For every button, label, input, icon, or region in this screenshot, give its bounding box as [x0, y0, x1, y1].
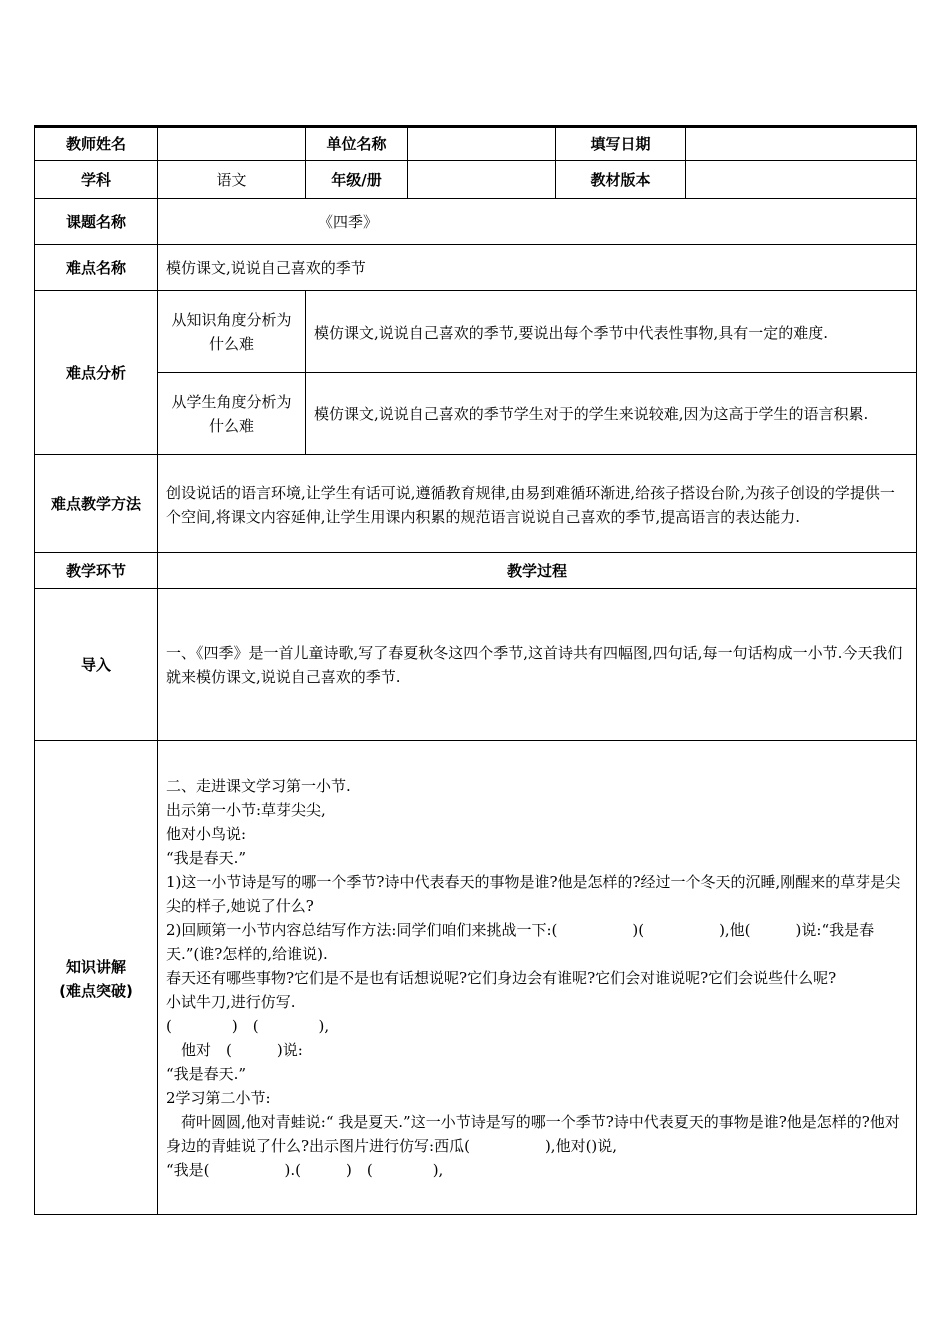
- topic-row: [35, 199, 917, 245]
- content-line: 荷叶圆圆,他对青蛙说:“ 我是夏天.”这一小节诗是写的哪一个季节?诗中代表夏天的事物是谁?他是怎样的?他对身边的青蛙说了什么?出示图片进行仿写:西瓜( ),他对()说,: [166, 1113, 900, 1155]
- content-line: 出示第一小节:草芽尖尖,: [166, 801, 326, 819]
- knowledge-angle-label: 从知识角度分析为什么难: [158, 291, 306, 373]
- content-line: 2学习第二小节:: [166, 1089, 271, 1107]
- content-line: 1)这一小节诗是写的哪一个季节?诗中代表春天的事物是谁?他是怎样的?经过一个冬天的沉睡,刚醒来的草芽是尖尖的样子,她说了什么?: [166, 873, 901, 915]
- content-line: 他对小鸟说:: [166, 825, 247, 843]
- method-label: 难点教学方法: [35, 455, 158, 553]
- lesson-plan-table: [34, 125, 917, 1215]
- content-line: “我是( ).( ) ( ),: [166, 1161, 444, 1179]
- fill-date-label: 填写日期: [556, 127, 686, 161]
- difficulty-value[interactable]: 模仿课文,说说自己喜欢的季节: [158, 245, 917, 291]
- method-value[interactable]: 创设说话的语言环境,让学生有话可说,遵循教育规律,由易到难循环渐进,给孩子搭设台阶,为孩子创设的学提供一个空间,将课文内容延伸,让学生用课内积累的规范语言说说自己喜欢的季节,提高语言的表达能力.: [158, 455, 917, 553]
- difficulty-row: [35, 245, 917, 291]
- method-row: [35, 455, 917, 553]
- unit-name-value[interactable]: [408, 127, 556, 161]
- content-line: ( ) ( ),: [166, 1017, 330, 1035]
- grade-value[interactable]: [408, 161, 556, 199]
- header-row-2: [35, 161, 917, 199]
- edition-value[interactable]: [686, 161, 917, 199]
- analysis-row-knowledge: [35, 291, 917, 373]
- difficulty-label: 难点名称: [35, 245, 158, 291]
- subject-label: 学科: [35, 161, 158, 199]
- content-line: 他对 ( )说:: [166, 1041, 303, 1059]
- student-angle-value[interactable]: 模仿课文,说说自己喜欢的季节学生对于的学生来说较难,因为这高于学生的语言积累.: [306, 373, 917, 455]
- content-line: “我是春天.”: [166, 849, 247, 867]
- unit-name-label: 单位名称: [306, 127, 408, 161]
- knowledge-content[interactable]: [158, 741, 917, 1215]
- teacher-name-value[interactable]: [158, 127, 306, 161]
- student-angle-label: 从学生角度分析为什么难: [158, 373, 306, 455]
- edition-label: 教材版本: [556, 161, 686, 199]
- header-row-1: [35, 127, 917, 161]
- grade-label: 年级/册: [306, 161, 408, 199]
- topic-label: 课题名称: [35, 199, 158, 245]
- topic-value[interactable]: 《四季》: [158, 199, 917, 245]
- intro-label: 导入: [35, 589, 158, 741]
- teaching-process-label: 教学过程: [158, 553, 917, 589]
- process-header-row: [35, 553, 917, 589]
- fill-date-value[interactable]: [686, 127, 917, 161]
- content-line: 小试牛刀,进行仿写.: [166, 993, 296, 1011]
- content-line: “我是春天.”: [166, 1065, 247, 1083]
- content-line: 二、走进课文学习第一小节.: [166, 777, 351, 795]
- intro-row: [35, 589, 917, 741]
- knowledge-label: 知识讲解: [65, 957, 126, 976]
- analysis-label: 难点分析: [35, 291, 158, 455]
- teacher-name-label: 教师姓名: [35, 127, 158, 161]
- knowledge-angle-value[interactable]: 模仿课文,说说自己喜欢的季节,要说出每个季节中代表性事物,具有一定的难度.: [306, 291, 917, 373]
- teaching-stage-label: 教学环节: [35, 553, 158, 589]
- content-line: 春天还有哪些事物?它们是不是也有话想说呢?它们身边会有谁呢?它们会对谁说呢?它们会说些什么呢?: [166, 969, 837, 987]
- knowledge-label-cell: [35, 741, 158, 1215]
- analysis-row-student: [35, 373, 917, 455]
- breakthrough-label: (难点突破): [59, 981, 133, 1000]
- subject-value[interactable]: 语文: [158, 161, 306, 199]
- content-line: 2)回顾第一小节内容总结写作方法:同学们咱们来挑战一下:( )( ),他( )说:“我是春天.”(谁?怎样的,给谁说).: [166, 921, 875, 963]
- knowledge-row: [35, 741, 917, 1215]
- intro-value[interactable]: 一、《四季》是一首儿童诗歌,写了春夏秋冬这四个季节,这首诗共有四幅图,四句话,每一句话构成一小节.今天我们就来模仿课文,说说自己喜欢的季节.: [158, 589, 917, 741]
